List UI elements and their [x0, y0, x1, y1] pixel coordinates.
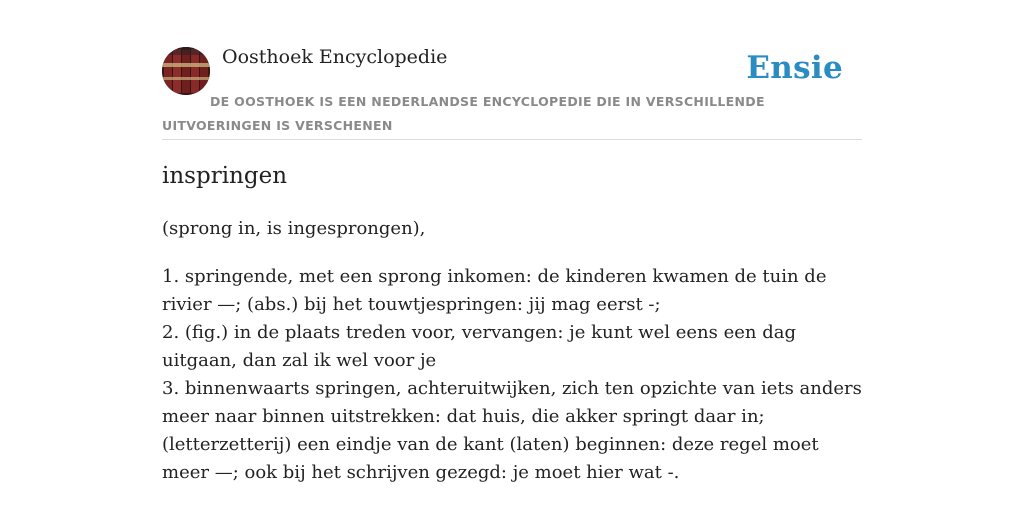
definition-item: 1. springende, met een sprong inkomen: de kinderen kwamen de tuin de rivier —; (abs.) bij het touwtjespringen: jij mag eerst -; [162, 266, 827, 315]
header-divider [162, 139, 862, 140]
definition-item: 3. binnenwaarts springen, achteruitwijken, zich ten opzichte van iets anders meer naar binnen uitstrekken: dat huis, die akker springt daar in; (letterzetterij) een eindje van de kant (laten) beginnen: deze regel moet meer —; ook bij het schrijven gezegd: je moet hier wat -. [162, 378, 862, 483]
encyclopedia-books-avatar[interactable] [162, 47, 210, 95]
source-description: DE OOSTHOEK IS EEN NEDERLANDSE ENCYCLOPEDIE DIE IN VERSCHILLENDE UITVOERINGEN IS VERSCHENEN [162, 94, 765, 133]
source-title[interactable]: Oosthoek Encyclopedie [222, 46, 448, 68]
brand-logo[interactable]: Ensie [746, 50, 843, 86]
headword: inspringen [162, 163, 288, 189]
definition-item: 2. (fig.) in de plaats treden voor, vervangen: je kunt wel eens een dag uitgaan, dan zal ik wel voor je [162, 322, 796, 371]
definitions-list [162, 263, 867, 487]
grammar-info: (sprong in, is ingesprongen), [162, 218, 426, 239]
